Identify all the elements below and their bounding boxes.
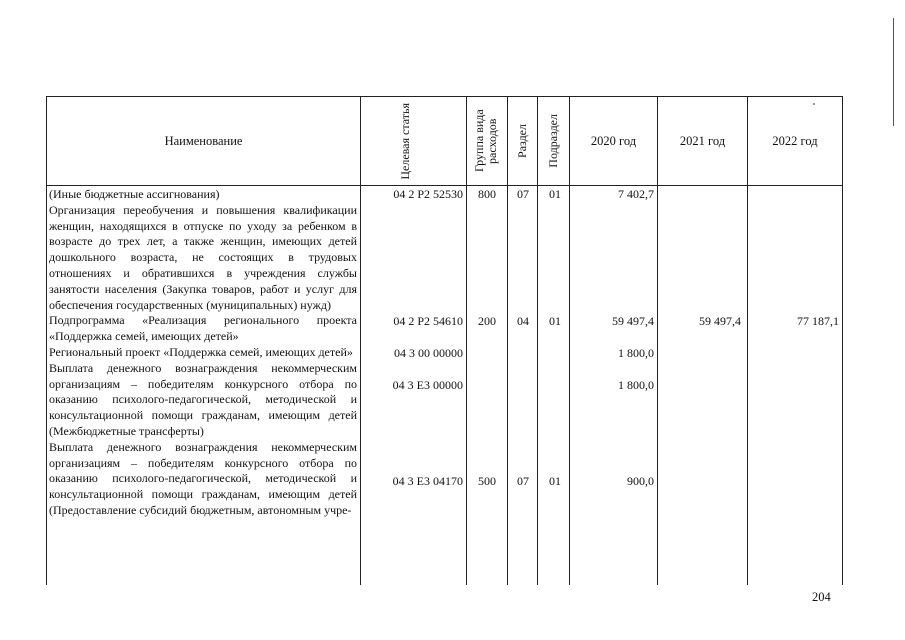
row-2020: 7 402,7 bbox=[618, 187, 654, 201]
row-name: Выплата денежного вознаграждения некоммерческим организациям – победителям конкурсного отбора по оказанию психолого-педагогической, методической и консультационной помощи гражданам, имеющим детей (Межбюджетные трансферты) bbox=[49, 360, 357, 438]
row-group: 500 bbox=[478, 474, 496, 488]
row-2021: 59 497,4 bbox=[699, 314, 741, 328]
header-section-label: Раздел bbox=[515, 124, 529, 158]
header-name bbox=[47, 97, 360, 185]
row-code: 04 2 P2 54610 bbox=[393, 314, 463, 328]
budget-table bbox=[46, 96, 843, 585]
row-2020: 900,0 bbox=[627, 474, 654, 488]
header-subsection-label: Подраздел bbox=[546, 114, 560, 168]
row-subsection: 01 bbox=[549, 187, 561, 201]
page-number: 204 bbox=[812, 590, 831, 604]
row-name: (Иные бюджетные ассигнования) bbox=[49, 187, 220, 201]
header-divider bbox=[47, 185, 842, 186]
header-2020 bbox=[570, 97, 657, 185]
row-section: 04 bbox=[517, 314, 529, 328]
header-section bbox=[508, 97, 537, 185]
header-group bbox=[467, 97, 507, 185]
row-code: 04 3 E3 04170 bbox=[392, 474, 463, 488]
header-2022-label: 2022 год bbox=[772, 133, 818, 148]
row-2020: 59 497,4 bbox=[612, 314, 654, 328]
header-subsection bbox=[538, 97, 569, 185]
row-name: Выплата денежного вознаграждения некоммерческим организациям – победителям конкурсного отбора по оказанию психолого-педагогической, методической и консультационной помощи гражданам, имеющим детей (Предоставление субсидий бюджетным, автономным учре- bbox=[49, 439, 357, 517]
header-2021 bbox=[658, 97, 747, 185]
row-name: Организация переобучения и повышения квалификации женщин, находящихся в отпуске по уходу за ребенком в возрасте до трех лет, а также женщин, имеющих детей дошкольного возраста, не состоящих в трудовых отношениях и обратившихся в учреждения службы занятости населения (Закупка товаров, работ и услуг для обеспечения государственных (муниципальных) нужд) bbox=[49, 202, 357, 312]
row-section: 07 bbox=[517, 187, 529, 201]
row-section: 07 bbox=[517, 474, 529, 488]
row-code: 04 3 00 00000 bbox=[394, 346, 463, 360]
row-group: 800 bbox=[478, 187, 496, 201]
row-code: 04 2 P2 52530 bbox=[393, 187, 463, 201]
row-2020: 1 800,0 bbox=[618, 378, 654, 392]
row-2022: 77 187,1 bbox=[797, 314, 839, 328]
name-column bbox=[49, 187, 357, 519]
row-subsection: 01 bbox=[549, 474, 561, 488]
row-code: 04 3 E3 00000 bbox=[392, 378, 463, 392]
header-2020-label: 2020 год bbox=[590, 133, 637, 148]
row-name: Подпрограмма «Реализация регионального проекта «Поддержка семей, имеющих детей» bbox=[49, 313, 357, 344]
row-group: 200 bbox=[478, 314, 496, 328]
header-2022 bbox=[748, 97, 842, 185]
header-target-label: Целевая статья bbox=[397, 102, 412, 180]
row-name: Региональный проект «Поддержка семей, имеющих детей» bbox=[49, 344, 353, 359]
row-subsection: 01 bbox=[549, 314, 561, 328]
row-2020: 1 800,0 bbox=[618, 346, 654, 360]
header-group-label: Группа вида расходов bbox=[472, 109, 499, 173]
scan-edge-mark bbox=[893, 18, 894, 126]
header-2021-label: 2021 год bbox=[679, 133, 726, 148]
header-target bbox=[361, 97, 466, 185]
header-name-label: Наименование bbox=[164, 133, 243, 148]
